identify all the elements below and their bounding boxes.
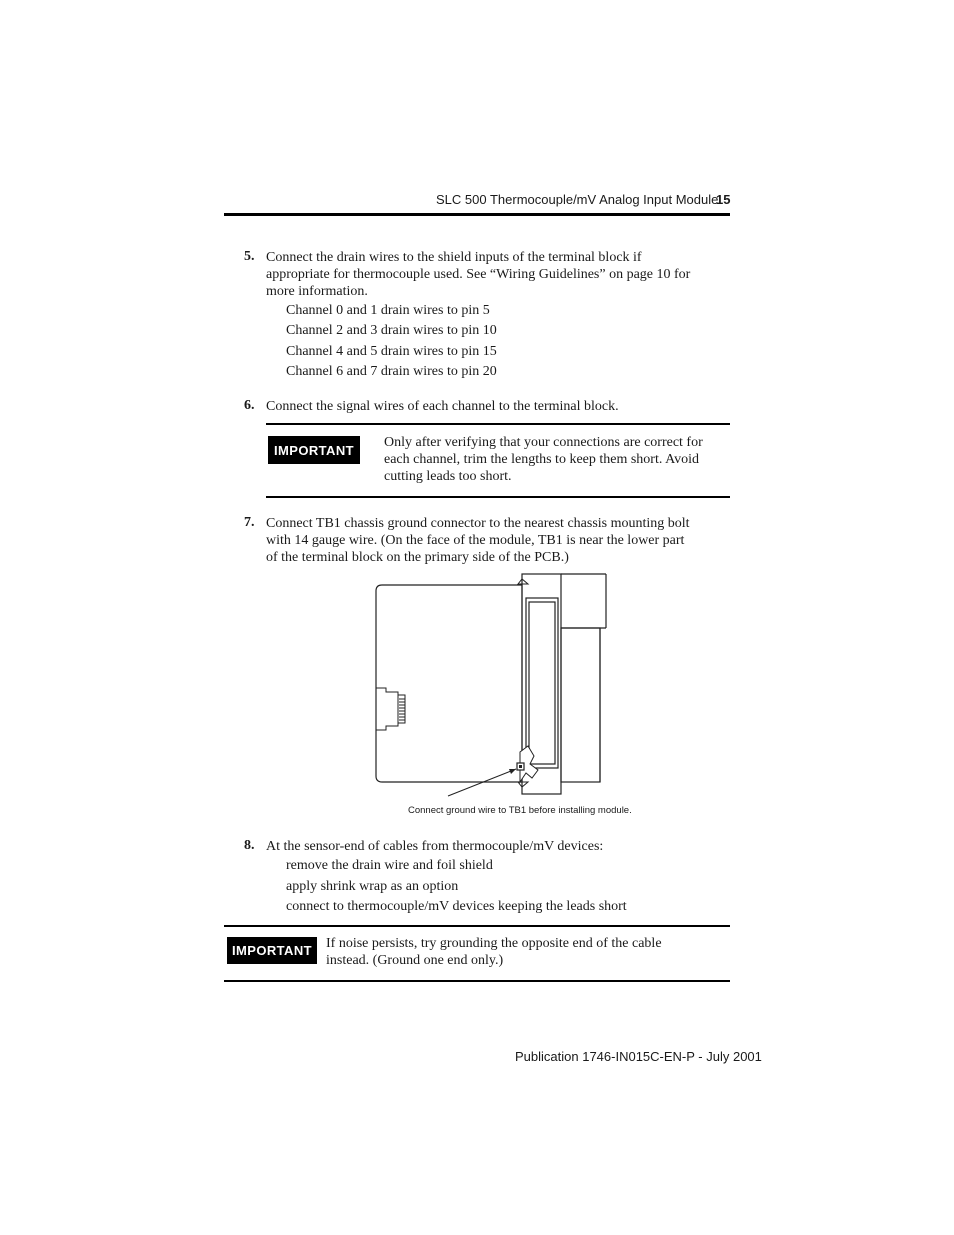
- step-5-item: Channel 0 and 1 drain wires to pin 5: [286, 303, 490, 318]
- important-2-badge: IMPORTANT: [227, 937, 317, 964]
- step-5-item: Channel 4 and 5 drain wires to pin 15: [286, 344, 497, 359]
- tb1-screw: [519, 765, 522, 768]
- page-number: 15: [716, 192, 731, 207]
- step-8-item: apply shrink wrap as an option: [286, 879, 459, 894]
- step-5-line: Connect the drain wires to the shield inputs of the terminal block if: [266, 250, 642, 265]
- important-text: [384, 434, 734, 485]
- top-latch-tab: [518, 579, 528, 584]
- important-2-text: [326, 935, 726, 969]
- step-8-item: remove the drain wire and foil shield: [286, 858, 493, 873]
- step-7-line: with 14 gauge wire. (On the face of the module, TB1 is near the lower part: [266, 533, 685, 548]
- step-5-line: appropriate for thermocouple used. See “Wiring Guidelines” on page 10 for: [266, 267, 691, 282]
- publication-footer: Publication 1746-IN015C-EN-P - July 2001: [515, 1049, 762, 1064]
- important-badge: IMPORTANT: [268, 436, 360, 464]
- important-line: cutting leads too short.: [384, 469, 512, 484]
- running-header-title: SLC 500 Thermocouple/mV Analog Input Module: [436, 192, 719, 207]
- important-line: each channel, trim the lengths to keep them short. Avoid: [384, 452, 700, 467]
- step-5-item: Channel 6 and 7 drain wires to pin 20: [286, 364, 497, 379]
- important-2-line: instead. (Ground one end only.): [326, 953, 504, 968]
- step-5-line: more information.: [266, 284, 368, 299]
- step-7-line: Connect TB1 chassis ground connector to the nearest chassis mounting bolt: [266, 516, 690, 531]
- front-bezel: [522, 574, 606, 794]
- pcb-board-outline: [376, 585, 522, 782]
- step-8-item: connect to thermocouple/mV devices keeping the leads short: [286, 899, 627, 914]
- step-8-number: 8.: [244, 838, 255, 853]
- important-top-rule: [266, 423, 730, 425]
- important-2-line: If noise persists, try grounding the opposite end of the cable: [326, 936, 662, 951]
- step-6-number: 6.: [244, 398, 255, 413]
- step-5-number: 5.: [244, 249, 255, 264]
- step-7-text: [266, 515, 736, 566]
- step-7-number: 7.: [244, 515, 255, 530]
- figure-caption: Connect ground wire to TB1 before installing module.: [408, 805, 632, 816]
- header-rule: [224, 213, 730, 216]
- important-2-top-rule: [224, 925, 730, 927]
- important-bottom-rule: [266, 496, 730, 498]
- important-line: Only after verifying that your connections are correct for: [384, 435, 703, 450]
- step-7-line: of the terminal block on the primary side of the PCB.): [266, 550, 569, 565]
- step-5-text: [266, 249, 736, 300]
- module-diagram: [370, 570, 615, 800]
- step-6-text: Connect the signal wires of each channel to the terminal block.: [266, 399, 619, 414]
- backplane-connector: [376, 688, 405, 730]
- callout-arrowhead: [509, 769, 516, 774]
- step-5-item: Channel 2 and 3 drain wires to pin 10: [286, 323, 497, 338]
- step-8-text: At the sensor-end of cables from thermocouple/mV devices:: [266, 839, 604, 854]
- important-2-bottom-rule: [224, 980, 730, 982]
